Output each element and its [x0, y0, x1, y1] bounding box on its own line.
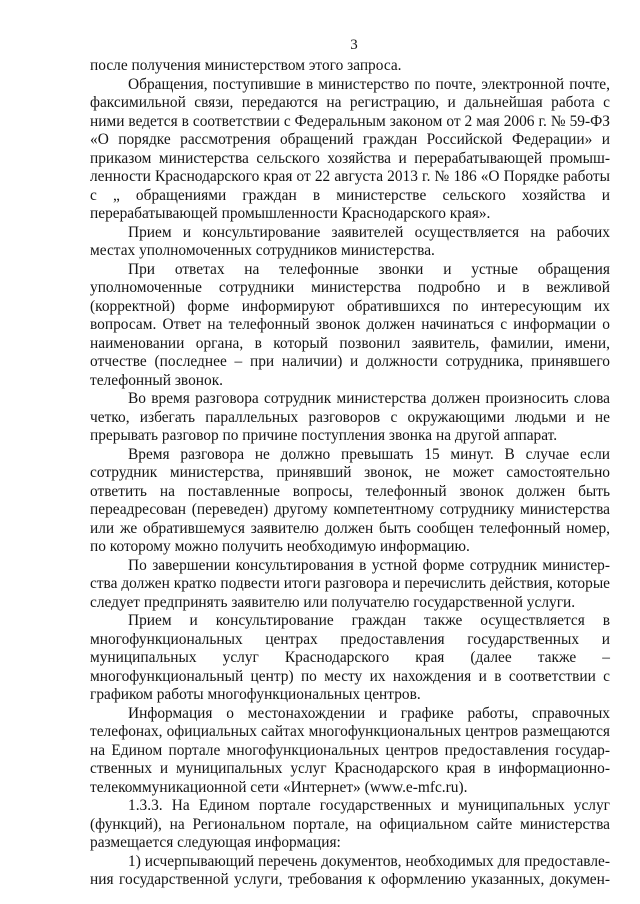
paragraph-conversation-rules: Во время разговора сотрудник министерства должен произносить слова четко, избегать параллельных разговоров с окружающими людьми и не прерывать разговор по причине поступления звонка на другой аппарат. — [90, 390, 610, 444]
paragraph-mfc-reception: Прием и консультирование граждан также осуществляется в многофункциональных центрах предоставления государственных и муниципальных услуг Краснодарского края (далее также – многофункциональный центр) по месту их нахождения и в соответствии с графиком работы многофункциональных центров. — [90, 612, 610, 703]
paragraph-continuation: после получения министерством этого запроса. — [90, 57, 402, 74]
paragraph-reception: Прием и консультирование заявителей осуществляется на рабочих местах уполномоченных сотрудников министерства. — [90, 223, 610, 259]
paragraph-conversation-time: Время разговора не должно превышать 15 минут. В случае если сотрудник министерства, принявший звонок, не может самостоятельно ответить на поставленные вопросы, телефонный звонок должен быть переадресован (переведен) другому компетентному сотруднику министерства или же обратившемуся заявителю должен быть сообщен телефонный номер, по которому можно получить необходимую информацию. — [90, 445, 610, 555]
paragraph-consultation-end: По завершении консультирования в устной форме сотрудник министерства должен кратко подвести итоги разговора и перечислить действия, которые следует предпринять заявителю или получателю государственной услуги. — [90, 556, 610, 611]
paragraph-mfc-info: Информация о местонахождении и графике работы, справочных телефонах, официальных сайтах многофункциональных центров размещаются на Едином портале многофункциональных центров предоставления государственных и муниципальных услуг Краснодарского края в информационно-телекоммуникационной сети «Интернет» (www.e-mfc.ru). — [90, 704, 610, 796]
page-number: 3 — [350, 37, 358, 53]
paragraph-list-item-1: 1) исчерпывающий перечень документов, необходимых для предоставления государственной услуги, требования к оформлению указанных, докумен- — [90, 852, 610, 888]
paragraph-phone-answers: При ответах на телефонные звонки и устные обращения уполномоченные сотрудники министерства подробно и в вежливой (корректной) форме информируют обратившихся по интересующим их вопросам. Ответ на телефонный звонок должен начинаться с информации о наименовании органа, в который позвонил заявитель, фамилии, имени, отчестве (последнее – при наличии) и должности сотрудника, принявшего телефонный звонок. — [90, 260, 610, 389]
document-body — [90, 57, 610, 890]
paragraph-appeals-registration: Обращения, поступившие в министерство по почте, электронной почте, факсимильной связи, передаются на регистрацию, и дальнейшая работа с ними ведется в соответствии с Федеральным законом от 2 мая 2006 г. № 59-ФЗ «О порядке рассмотрения обращений граждан Российской Федерации» и приказом министерства сельского хозяйства и перерабатывающей промышленности Краснодарского края от 22 августа 2013 г. № 186 «О Порядке работы с „ обращениями граждан в министерстве сельского хозяйства и перерабатывающей промышленности Краснодарского края». — [90, 75, 610, 222]
paragraph-section-1-3-3: 1.3.3. На Едином портале государственных и муниципальных услуг (функций), на Региональном портале, на официальном сайте министерства размещается следующая информация: — [90, 797, 610, 851]
